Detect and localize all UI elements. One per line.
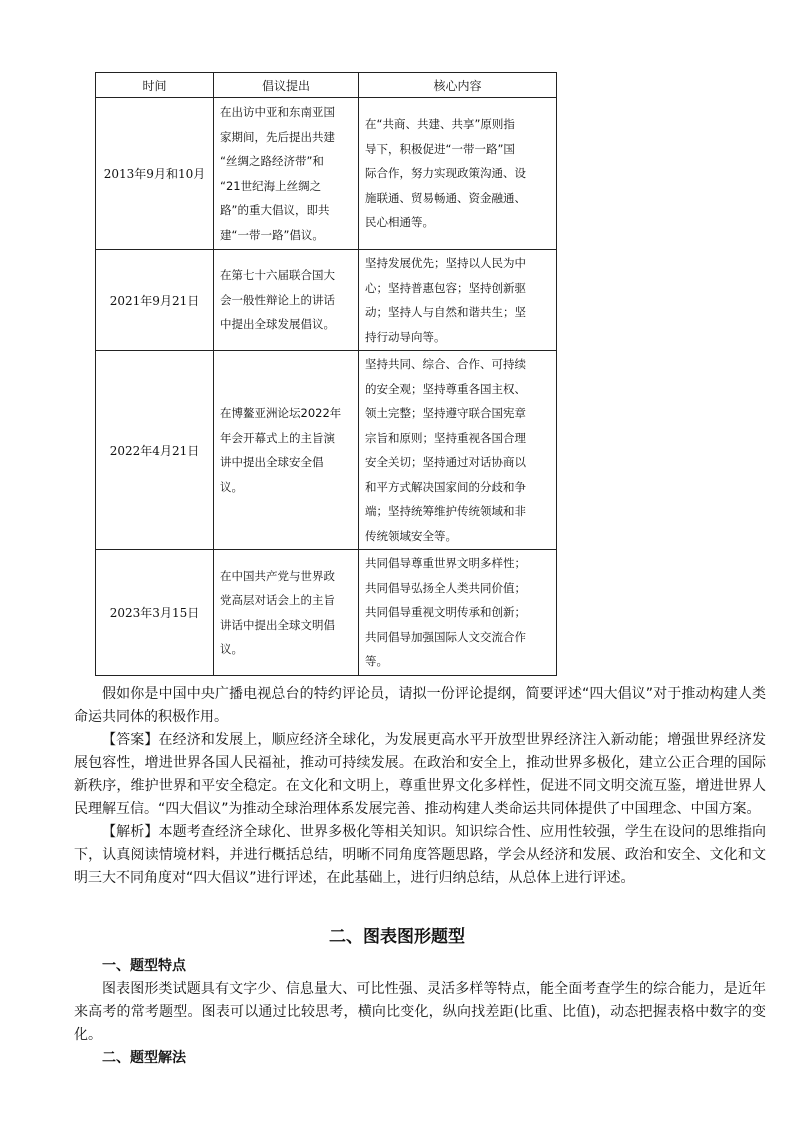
row-content xyxy=(359,351,557,550)
table-row xyxy=(96,351,557,550)
table-row xyxy=(96,98,557,250)
row-proposal xyxy=(214,250,359,351)
question-block xyxy=(74,683,766,890)
answer-paragraph: 【答案】在经济和发展上，顺应经济全球化，为发展更高水平开放型世界经济注入新动能；增强世界经济发展包容性，增进世界各国人民福祉，推动可持续发展。在政治和安全上，推动世界多极化，建立公正合理的国际新秩序，维护世界和平安全稳定。在文化和文明上，尊重世界文化多样性，促进不同文明交流互鉴，增进世界人民理解互信。“四大倡议”为推动全球治理体系发展完善、推动构建人类命运共同体提供了中国理念、中国方案。 xyxy=(74,732,766,817)
table-row xyxy=(96,550,557,676)
table-header-row xyxy=(96,73,557,98)
question-paragraph: 假如你是中国中央广播电视总台的特约评论员，请拟一份评论提纲，简要评述“四大倡议”对于推动构建人类命运共同体的积极作用。 xyxy=(74,686,766,725)
section-body xyxy=(74,955,766,1070)
subsection-title-features: 一、题型特点 xyxy=(102,958,186,974)
row-time: 2023年3月15日 xyxy=(96,550,214,676)
header-proposal: 倡议提出 xyxy=(214,73,359,98)
analysis-paragraph: 【解析】本题考查经济全球化、世界多极化等相关知识。知识综合性、应用性较强，学生在设问的思维指向下，认真阅读情境材料，并进行概括总结，明晰不同角度答题思路，学会从经济和发展、政治和安全、文化和文明三大不同角度对“四大倡议”进行评述，在此基础上，进行归纳总结，从总体上进行评述。 xyxy=(74,824,766,886)
proposal-text: 在博鳌亚洲论坛2022年 年会开幕式上的主旨演 讲中提出全球安全倡 议。 xyxy=(220,406,342,494)
row-proposal xyxy=(214,351,359,550)
row-content xyxy=(359,250,557,351)
content-text: 在“共商、共建、共享”原则指 导下，积极促进“一带一路”国 际合作，努力实现政策沟通、设 施联通、贸易畅通、资金融通、 民心相通等。 xyxy=(365,117,526,230)
initiatives-table xyxy=(95,72,557,676)
proposal-text: 在出访中亚和东南亚国 家期间，先后提出共建 “丝绸之路经济带”和 “21世纪海上丝绸之 路”的重大倡议，即共 建“一带一路”倡议。 xyxy=(220,105,335,242)
section-title: 二、图表图形题型 xyxy=(329,927,465,947)
features-paragraph: 图表图形类试题具有文字少、信息量大、可比性强、灵活多样等特点，能全面考查学生的综合能力，是近年来高考的常考题型。图表可以通过比较思考，横向比变化，纵向找差距(比重、比值)，动态把握表格中数字的变化。 xyxy=(74,981,766,1043)
row-content xyxy=(359,550,557,676)
proposal-text: 在第七十六届联合国大 会一般性辩论上的讲话 中提出全球发展倡议。 xyxy=(220,268,335,332)
table-row xyxy=(96,250,557,351)
row-proposal xyxy=(214,98,359,250)
header-time: 时间 xyxy=(96,73,214,98)
row-time: 2021年9月21日 xyxy=(96,250,214,351)
proposal-text: 在中国共产党与世界政 党高层对话会上的主旨 讲话中提出全球文明倡 议。 xyxy=(220,568,335,656)
row-time: 2013年9月和10月 xyxy=(96,98,214,250)
header-content: 核心内容 xyxy=(359,73,557,98)
content-text: 坚持发展优先；坚持以人民为中 心；坚持普惠包容；坚持创新驱 动；坚持人与自然和谐共生；坚 持行动导向等。 xyxy=(365,256,526,344)
subsection-title-methods: 二、题型解法 xyxy=(102,1050,186,1066)
row-proposal xyxy=(214,550,359,676)
row-time: 2022年4月21日 xyxy=(96,351,214,550)
row-content xyxy=(359,98,557,250)
content-text: 共同倡导尊重世界文明多样性； 共同倡导弘扬全人类共同价值； 共同倡导重视文明传承和创新； 共同倡导加强国际人文交流合作 等。 xyxy=(365,556,526,669)
content-text: 坚持共同、综合、合作、可持续 的安全观；坚持尊重各国主权、 领土完整；坚持遵守联合国宪章 宗旨和原则；坚持重视各国合理 安全关切；坚持通过对话协商以 和平方式解决国家间的分歧和争 端；坚持统筹维护传统领域和非 传统领域安全等。 xyxy=(365,357,526,543)
